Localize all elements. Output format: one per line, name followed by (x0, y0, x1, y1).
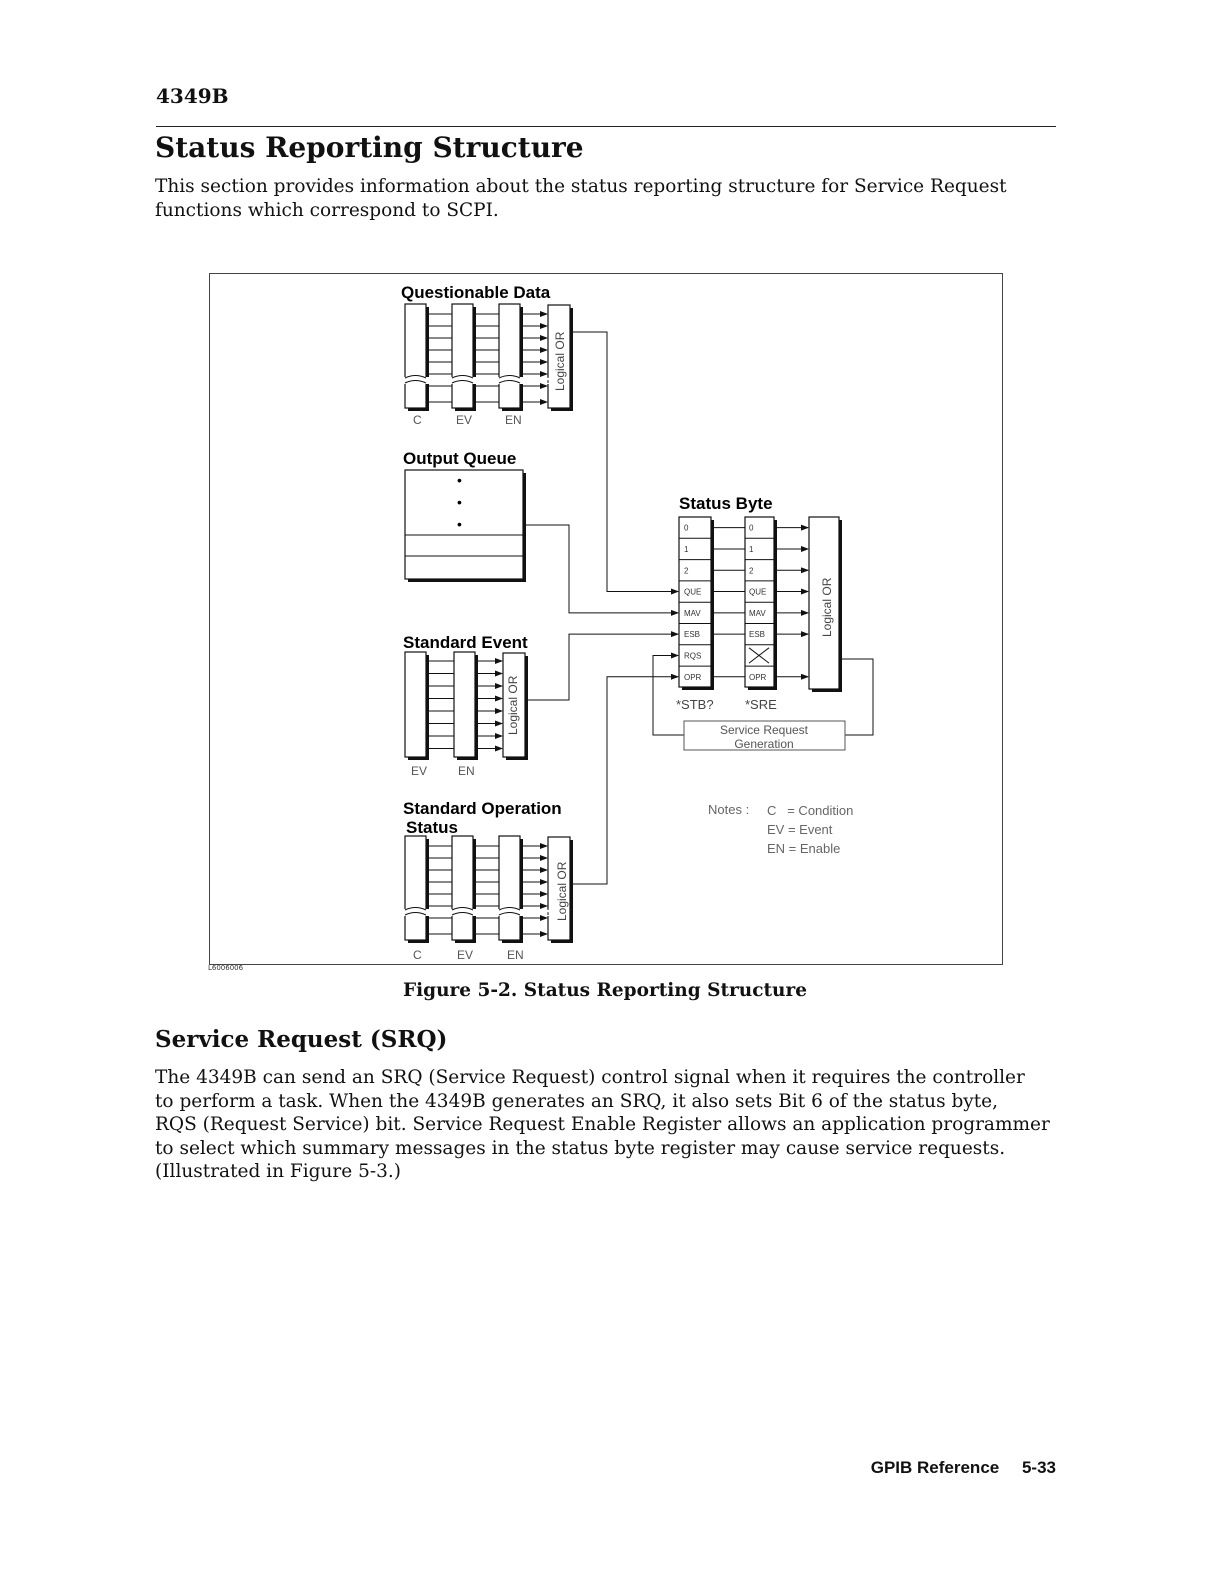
standard-event-or-label: Logical OR (506, 675, 520, 735)
output-queue-dot-1: • (457, 472, 462, 488)
stb-bit-0: 0 (684, 523, 689, 533)
document-model-number: 4349B (156, 84, 229, 108)
output-queue-to-mav (526, 525, 678, 613)
status-byte-title: Status Byte (679, 494, 773, 513)
stb-bit-esb: ESB (684, 630, 701, 640)
status-reporting-diagram (209, 273, 1003, 965)
stb-bit-que: QUE (684, 587, 702, 597)
stb-bit-1: 1 (684, 544, 689, 554)
output-queue-box (405, 470, 523, 579)
output-queue (405, 470, 526, 582)
standard-operation-title-2: Status (406, 818, 458, 837)
register-break (546, 377, 553, 384)
service-request-line-2: Generation (734, 737, 794, 751)
so-col-2 (452, 836, 473, 940)
standard-operation-title-1: Standard Operation (403, 799, 562, 818)
footer-page-number: 5-33 (1021, 1458, 1056, 1477)
sre-bit-1: 1 (749, 544, 754, 554)
notes-label: Notes : (708, 802, 750, 817)
srq-line-3: RQS (Request Service) bit. Service Request Enable Register allows an application programmer (155, 1114, 1050, 1135)
sre-bit-opr: OPR (749, 672, 767, 682)
figure-caption: Figure 5-2. Status Reporting Structure (402, 980, 807, 1001)
notes-event: EV = Event (767, 822, 833, 837)
standard-operation-status-register (403, 836, 573, 943)
status-byte-register (679, 517, 842, 692)
so-col-1 (405, 836, 426, 940)
header-rule (156, 126, 1056, 127)
standard-operation-ev-label: EV (457, 948, 474, 962)
questionable-data-c-label: C (413, 413, 422, 427)
standard-operation-en-label: EN (507, 948, 524, 962)
intro-line-1: This section provides information about the status reporting structure for Service Request (155, 176, 1007, 197)
register-break (546, 909, 553, 916)
sre-bit-esb: ESB (749, 630, 766, 640)
output-queue-title: Output Queue (403, 449, 517, 468)
se-col-ev (405, 652, 426, 757)
srq-line-1: The 4349B can send an SRQ (Service Request) control signal when it requires the controller (155, 1067, 1025, 1088)
notes-enable: EN = Enable (767, 841, 841, 856)
section-title: Status Reporting Structure (155, 131, 584, 164)
standard-operation-c-label: C (413, 948, 422, 962)
srq-heading: Service Request (SRQ) (155, 1026, 448, 1053)
stb-bit-mav: MAV (684, 608, 701, 618)
stb-bit-opr: OPR (684, 672, 702, 682)
stb-query-label: *STB? (676, 697, 714, 712)
output-queue-dot-2: • (457, 494, 462, 510)
stb-bit-2: 2 (684, 566, 689, 576)
stb-bit-rqs: RQS (684, 651, 702, 661)
or-to-srq-generation (842, 659, 873, 735)
standard-event-ev-label: EV (411, 764, 428, 778)
srq-line-4: to select which summary messages in the status byte register may cause service requests. (155, 1137, 1006, 1159)
standard-event-to-esb (528, 634, 678, 700)
srq-line-2: to perform a task. When the 4349B generates an SRQ, it also sets Bit 6 of the status byte, (155, 1090, 999, 1112)
standard-operation-or-label: Logical OR (555, 861, 569, 921)
intro-paragraph (155, 175, 1055, 222)
sre-bit-mav: MAV (749, 608, 766, 618)
srq-line-5: (Illustrated in Figure 5-3.) (155, 1161, 401, 1182)
intro-line-2: functions which correspond to SCPI. (155, 199, 499, 221)
qd-col-1 (405, 304, 426, 408)
footer-section: GPIB Reference (870, 1458, 1000, 1477)
standard-event-en-label: EN (458, 764, 475, 778)
srq-paragraph (155, 1066, 1075, 1184)
output-queue-dot-3: • (457, 516, 462, 532)
questionable-data-title: Questionable Data (401, 283, 551, 302)
questionable-data-register (403, 304, 573, 411)
qd-col-2 (452, 304, 473, 408)
so-col-3 (499, 836, 520, 940)
figure-id: L6006006 (208, 964, 244, 972)
notes-condition: C = Condition (767, 803, 854, 818)
sre-bit-que: QUE (749, 587, 767, 597)
qd-col-3 (499, 304, 520, 408)
sre-bit-0: 0 (749, 523, 754, 533)
standard-event-title: Standard Event (403, 633, 528, 652)
questionable-data-or-label: Logical OR (553, 331, 567, 391)
standard-operation-to-opr (573, 677, 678, 884)
sre-command-label: *SRE (745, 697, 777, 712)
status-byte-or-label: Logical OR (820, 577, 834, 637)
questionable-data-ev-label: EV (456, 413, 473, 427)
page-footer (853, 1458, 1056, 1478)
questionable-data-to-que (573, 332, 678, 592)
questionable-data-en-label: EN (505, 413, 522, 427)
service-request-line-1: Service Request (719, 723, 809, 737)
sre-bit-2: 2 (749, 566, 754, 576)
se-col-en (454, 652, 475, 757)
